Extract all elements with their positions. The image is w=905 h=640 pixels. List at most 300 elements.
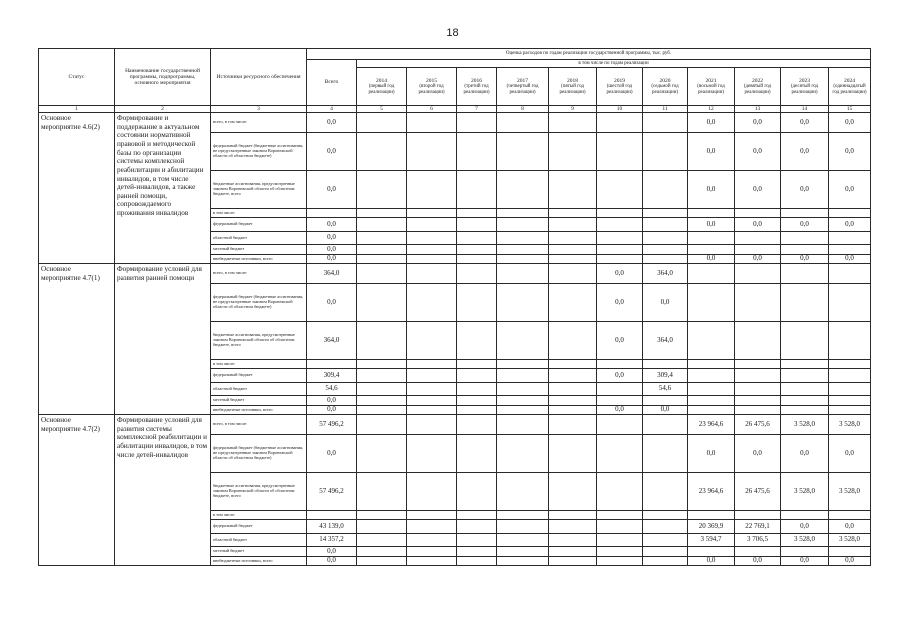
value-cell xyxy=(829,232,871,245)
name-cell: Формирование условий для развития системы комплексной реабилитации и абилитации инвалидов, в том числе детей-инвалидов xyxy=(115,415,211,566)
value-cell xyxy=(597,133,643,171)
value-cell xyxy=(597,218,643,232)
value-cell: 23 964,6 xyxy=(688,473,735,511)
value-cell xyxy=(549,133,597,171)
value-cell xyxy=(497,406,549,415)
year-label: 2014 xyxy=(376,77,387,84)
value-cell xyxy=(781,284,829,322)
value-cell xyxy=(597,232,643,245)
value-cell xyxy=(688,396,735,406)
value-cell xyxy=(457,511,497,520)
table-row xyxy=(39,113,871,133)
value-cell xyxy=(549,415,597,435)
value-cell xyxy=(497,113,549,133)
table-row xyxy=(39,415,871,435)
value-cell: 0,0 xyxy=(781,171,829,209)
header-year-2021 xyxy=(688,68,735,106)
value-cell xyxy=(688,406,735,415)
value-cell xyxy=(357,534,407,547)
value-cell: 0,0 xyxy=(781,255,829,264)
value-cell xyxy=(357,245,407,255)
source-cell: бюджетные ассигнования, предусмотренные законом Воронежской области об областном бюджете, всего xyxy=(211,322,307,360)
value-cell xyxy=(357,322,407,360)
value-cell xyxy=(497,369,549,383)
value-cell xyxy=(457,406,497,415)
year-note: (четвертый год реализации) xyxy=(506,84,539,95)
source-cell: федеральный бюджет (бюджетные ассигнования, не предусмотренные законом Воронежской области об областном бюджете) xyxy=(211,284,307,322)
year-note: (первый год реализации) xyxy=(368,84,395,95)
value-cell xyxy=(643,511,688,520)
value-cell: 0,0 xyxy=(597,369,643,383)
source-cell: всего, в том числе: xyxy=(211,415,307,435)
value-cell xyxy=(829,264,871,284)
value-cell xyxy=(407,133,457,171)
value-cell: 0,0 xyxy=(829,218,871,232)
value-cell: 23 964,6 xyxy=(688,415,735,435)
total-cell: 57 496,2 xyxy=(307,473,357,511)
value-cell xyxy=(735,264,781,284)
source-cell: федеральный бюджет xyxy=(211,369,307,383)
value-cell xyxy=(497,255,549,264)
value-cell: 0,0 xyxy=(735,133,781,171)
value-cell xyxy=(407,473,457,511)
column-number: 13 xyxy=(735,106,781,113)
page-number: 18 xyxy=(446,27,459,39)
value-cell: 0,0 xyxy=(829,113,871,133)
value-cell xyxy=(735,369,781,383)
value-cell xyxy=(549,245,597,255)
value-cell xyxy=(497,520,549,534)
value-cell xyxy=(597,113,643,133)
value-cell xyxy=(407,557,457,566)
value-cell xyxy=(497,415,549,435)
value-cell xyxy=(597,415,643,435)
year-note: (седьмой год реализации) xyxy=(651,84,679,95)
value-cell xyxy=(407,232,457,245)
value-cell xyxy=(357,133,407,171)
value-cell xyxy=(407,255,457,264)
value-cell xyxy=(407,218,457,232)
value-cell xyxy=(549,534,597,547)
value-cell xyxy=(407,547,457,557)
value-cell xyxy=(829,209,871,218)
value-cell xyxy=(457,415,497,435)
total-cell: 54,6 xyxy=(307,383,357,396)
value-cell xyxy=(643,171,688,209)
header-year-2014 xyxy=(357,68,407,106)
value-cell xyxy=(597,245,643,255)
value-cell xyxy=(357,435,407,473)
value-cell: 22 769,1 xyxy=(735,520,781,534)
header-year-2017 xyxy=(497,68,549,106)
value-cell: 0,0 xyxy=(781,133,829,171)
value-cell xyxy=(643,557,688,566)
year-note: (второй год реализации) xyxy=(418,84,445,95)
value-cell xyxy=(597,557,643,566)
value-cell xyxy=(497,383,549,396)
value-cell: 0,0 xyxy=(688,133,735,171)
value-cell: 0,0 xyxy=(688,557,735,566)
total-cell: 0,0 xyxy=(307,557,357,566)
value-cell: 3 594,7 xyxy=(688,534,735,547)
value-cell xyxy=(497,435,549,473)
value-cell xyxy=(549,473,597,511)
source-cell: внебюджетные источники, всего xyxy=(211,255,307,264)
value-cell xyxy=(457,520,497,534)
value-cell xyxy=(688,264,735,284)
source-cell: федеральный бюджет (бюджетные ассигнования, не предусмотренные законом Воронежской области об областном бюджете) xyxy=(211,133,307,171)
value-cell xyxy=(357,557,407,566)
value-cell xyxy=(829,396,871,406)
value-cell xyxy=(407,534,457,547)
value-cell xyxy=(781,209,829,218)
value-cell xyxy=(597,360,643,369)
value-cell xyxy=(549,171,597,209)
value-cell xyxy=(781,322,829,360)
year-label: 2017 xyxy=(517,77,528,84)
value-cell xyxy=(735,396,781,406)
value-cell xyxy=(643,232,688,245)
budget-table xyxy=(38,48,871,566)
value-cell xyxy=(357,255,407,264)
value-cell xyxy=(457,171,497,209)
total-cell: 0,0 xyxy=(307,171,357,209)
year-note: (пятый год реализации) xyxy=(559,84,586,95)
value-cell: 0,0 xyxy=(781,113,829,133)
year-label: 2016 xyxy=(471,77,482,84)
value-cell xyxy=(497,557,549,566)
value-cell: 3 528,0 xyxy=(781,473,829,511)
value-cell xyxy=(407,245,457,255)
year-label: 2021 xyxy=(705,77,717,84)
value-cell xyxy=(497,473,549,511)
value-cell xyxy=(643,396,688,406)
value-cell: 0,0 xyxy=(735,557,781,566)
value-cell xyxy=(688,369,735,383)
value-cell: 3 528,0 xyxy=(829,415,871,435)
value-cell: 26 475,6 xyxy=(735,473,781,511)
value-cell xyxy=(781,383,829,396)
total-cell: 43 139,0 xyxy=(307,520,357,534)
value-cell xyxy=(597,511,643,520)
value-cell xyxy=(357,511,407,520)
total-cell xyxy=(307,209,357,218)
year-note: (одиннадцатый год реализации) xyxy=(832,84,867,95)
value-cell xyxy=(735,511,781,520)
value-cell: 3 706,5 xyxy=(735,534,781,547)
year-note: (восьмой год реализации) xyxy=(697,84,725,95)
value-cell xyxy=(549,322,597,360)
value-cell xyxy=(549,406,597,415)
header-status: Статус xyxy=(39,49,115,106)
total-cell: 0,0 xyxy=(307,232,357,245)
value-cell xyxy=(457,113,497,133)
value-cell xyxy=(829,284,871,322)
source-cell: внебюджетные источники, всего xyxy=(211,406,307,415)
value-cell xyxy=(643,360,688,369)
value-cell xyxy=(829,547,871,557)
value-cell xyxy=(357,113,407,133)
total-cell xyxy=(307,360,357,369)
value-cell xyxy=(407,171,457,209)
value-cell xyxy=(735,547,781,557)
column-number: 15 xyxy=(829,106,871,113)
value-cell xyxy=(597,547,643,557)
value-cell xyxy=(549,396,597,406)
value-cell xyxy=(688,245,735,255)
source-cell: местный бюджет xyxy=(211,245,307,255)
value-cell xyxy=(549,284,597,322)
value-cell xyxy=(643,534,688,547)
value-cell xyxy=(457,264,497,284)
value-cell xyxy=(357,209,407,218)
column-number: 2 xyxy=(115,106,211,113)
value-cell xyxy=(688,383,735,396)
value-cell xyxy=(643,415,688,435)
value-cell: 0,0 xyxy=(597,406,643,415)
source-cell: в том числе: xyxy=(211,209,307,218)
value-cell xyxy=(829,245,871,255)
year-label: 2022 xyxy=(752,77,763,84)
year-label: 2018 xyxy=(567,77,578,84)
value-cell xyxy=(643,520,688,534)
value-cell xyxy=(688,547,735,557)
value-cell xyxy=(497,547,549,557)
value-cell xyxy=(357,360,407,369)
value-cell xyxy=(407,264,457,284)
column-number: 5 xyxy=(357,106,407,113)
value-cell: 0,0 xyxy=(781,218,829,232)
total-cell: 0,0 xyxy=(307,406,357,415)
value-cell xyxy=(407,369,457,383)
value-cell xyxy=(735,360,781,369)
value-cell xyxy=(357,520,407,534)
total-cell xyxy=(307,511,357,520)
value-cell xyxy=(357,547,407,557)
source-cell: федеральный бюджет xyxy=(211,218,307,232)
name-cell: Формирование и поддержание в актуальном состоянии нормативной правовой и методической базы по организации системы комплексной реабилитации и абилитации инвалидов, в том числе детей-инвалидов, а также ранней помощи, сопровождаемого проживания инвалидов xyxy=(115,113,211,264)
source-cell: федеральный бюджет xyxy=(211,520,307,534)
value-cell xyxy=(457,322,497,360)
value-cell xyxy=(457,547,497,557)
source-cell: бюджетные ассигнования, предусмотренные законом Воронежской области об областном бюджете, всего xyxy=(211,473,307,511)
total-cell: 0,0 xyxy=(307,284,357,322)
value-cell xyxy=(407,209,457,218)
header-year-2022 xyxy=(735,68,781,106)
value-cell xyxy=(407,406,457,415)
year-label: 2015 xyxy=(426,77,437,84)
value-cell xyxy=(735,322,781,360)
value-cell: 0,0 xyxy=(688,218,735,232)
total-cell: 57 496,2 xyxy=(307,415,357,435)
value-cell xyxy=(357,396,407,406)
value-cell xyxy=(407,383,457,396)
year-label: 2023 xyxy=(799,77,810,84)
value-cell xyxy=(549,113,597,133)
value-cell: 0,0 xyxy=(735,113,781,133)
value-cell xyxy=(549,511,597,520)
value-cell: 3 528,0 xyxy=(829,473,871,511)
value-cell xyxy=(497,209,549,218)
value-cell xyxy=(781,264,829,284)
value-cell xyxy=(549,520,597,534)
value-cell: 0,0 xyxy=(597,322,643,360)
value-cell: 364,0 xyxy=(643,264,688,284)
value-cell xyxy=(781,369,829,383)
header-year-2016 xyxy=(457,68,497,106)
value-cell xyxy=(688,232,735,245)
value-cell xyxy=(357,264,407,284)
value-cell: 0,0 xyxy=(829,435,871,473)
value-cell xyxy=(688,209,735,218)
value-cell: 54,6 xyxy=(643,383,688,396)
value-cell xyxy=(781,360,829,369)
value-cell xyxy=(688,322,735,360)
value-cell: 0,0 xyxy=(643,284,688,322)
year-label: 2020 xyxy=(659,77,671,84)
value-cell xyxy=(643,435,688,473)
value-cell xyxy=(407,435,457,473)
column-number: 10 xyxy=(597,106,643,113)
header-year-2023 xyxy=(781,68,829,106)
value-cell xyxy=(549,383,597,396)
value-cell xyxy=(781,547,829,557)
value-cell xyxy=(457,209,497,218)
value-cell xyxy=(735,406,781,415)
value-cell xyxy=(643,133,688,171)
value-cell xyxy=(407,360,457,369)
value-cell xyxy=(735,284,781,322)
total-cell: 0,0 xyxy=(307,435,357,473)
column-number: 12 xyxy=(688,106,735,113)
year-note: (третий год реализации) xyxy=(463,84,490,95)
value-cell xyxy=(643,209,688,218)
value-cell xyxy=(357,415,407,435)
value-cell xyxy=(597,383,643,396)
column-number: 1 xyxy=(39,106,115,113)
value-cell: 3 528,0 xyxy=(781,415,829,435)
value-cell xyxy=(781,511,829,520)
value-cell: 26 475,6 xyxy=(735,415,781,435)
total-cell: 0,0 xyxy=(307,218,357,232)
value-cell: 3 528,0 xyxy=(781,534,829,547)
column-number: 4 xyxy=(307,106,357,113)
source-cell: в том числе: xyxy=(211,360,307,369)
value-cell xyxy=(497,360,549,369)
value-cell xyxy=(497,534,549,547)
source-cell: в том числе: xyxy=(211,511,307,520)
value-cell xyxy=(457,133,497,171)
total-cell: 0,0 xyxy=(307,245,357,255)
value-cell xyxy=(497,232,549,245)
header-source: Источники ресурсного обеспечения xyxy=(211,49,307,106)
value-cell xyxy=(357,218,407,232)
total-cell: 0,0 xyxy=(307,255,357,264)
header-estimate: Оценка расходов по годам реализации государственной программы, тыс. руб. xyxy=(307,49,871,60)
value-cell xyxy=(829,383,871,396)
source-cell: всего, в том числе: xyxy=(211,264,307,284)
value-cell xyxy=(497,264,549,284)
value-cell xyxy=(457,534,497,547)
total-cell: 14 357,2 xyxy=(307,534,357,547)
value-cell xyxy=(357,473,407,511)
value-cell: 20 369,9 xyxy=(688,520,735,534)
value-cell xyxy=(829,360,871,369)
value-cell xyxy=(643,547,688,557)
value-cell xyxy=(549,255,597,264)
value-cell xyxy=(688,284,735,322)
value-cell: 0,0 xyxy=(829,133,871,171)
value-cell xyxy=(549,232,597,245)
value-cell xyxy=(549,547,597,557)
value-cell: 0,0 xyxy=(781,557,829,566)
year-note: (девятый год реализации) xyxy=(743,84,772,95)
column-number: 6 xyxy=(407,106,457,113)
value-cell: 0,0 xyxy=(688,255,735,264)
value-cell xyxy=(597,396,643,406)
header-year-2018 xyxy=(549,68,597,106)
total-cell: 0,0 xyxy=(307,547,357,557)
value-cell: 0,0 xyxy=(829,520,871,534)
value-cell xyxy=(497,396,549,406)
value-cell xyxy=(781,406,829,415)
value-cell xyxy=(357,406,407,415)
value-cell xyxy=(497,322,549,360)
value-cell: 0,0 xyxy=(735,171,781,209)
source-cell: местный бюджет xyxy=(211,547,307,557)
value-cell xyxy=(407,415,457,435)
value-cell: 364,0 xyxy=(643,322,688,360)
value-cell xyxy=(457,360,497,369)
value-cell xyxy=(597,534,643,547)
column-number: 11 xyxy=(643,106,688,113)
value-cell xyxy=(643,245,688,255)
value-cell xyxy=(407,520,457,534)
value-cell xyxy=(457,383,497,396)
name-cell: Формирование условий для развития ранней помощи xyxy=(115,264,211,415)
value-cell: 0,0 xyxy=(597,284,643,322)
header-year-2020 xyxy=(643,68,688,106)
source-cell: областной бюджет xyxy=(211,534,307,547)
value-cell xyxy=(597,209,643,218)
value-cell: 0,0 xyxy=(829,557,871,566)
column-number: 14 xyxy=(781,106,829,113)
total-cell: 364,0 xyxy=(307,322,357,360)
header-year-2024 xyxy=(829,68,871,106)
value-cell xyxy=(497,133,549,171)
value-cell xyxy=(549,264,597,284)
value-cell xyxy=(457,284,497,322)
value-cell: 0,0 xyxy=(597,264,643,284)
value-cell: 0,0 xyxy=(781,520,829,534)
source-cell: бюджетные ассигнования, предусмотренные законом Воронежской области об областном бюджете, всего xyxy=(211,171,307,209)
value-cell xyxy=(497,171,549,209)
source-cell: областной бюджет xyxy=(211,383,307,396)
value-cell xyxy=(407,284,457,322)
year-label: 2019 xyxy=(614,77,625,84)
value-cell xyxy=(497,218,549,232)
value-cell xyxy=(781,232,829,245)
header-name: Наименование государственной программы, подпрограммы, основного мероприятия xyxy=(115,49,211,106)
value-cell xyxy=(643,255,688,264)
source-cell: областной бюджет xyxy=(211,232,307,245)
value-cell xyxy=(407,322,457,360)
value-cell xyxy=(549,360,597,369)
value-cell: 0,0 xyxy=(735,218,781,232)
value-cell xyxy=(643,113,688,133)
value-cell xyxy=(457,557,497,566)
value-cell xyxy=(597,473,643,511)
